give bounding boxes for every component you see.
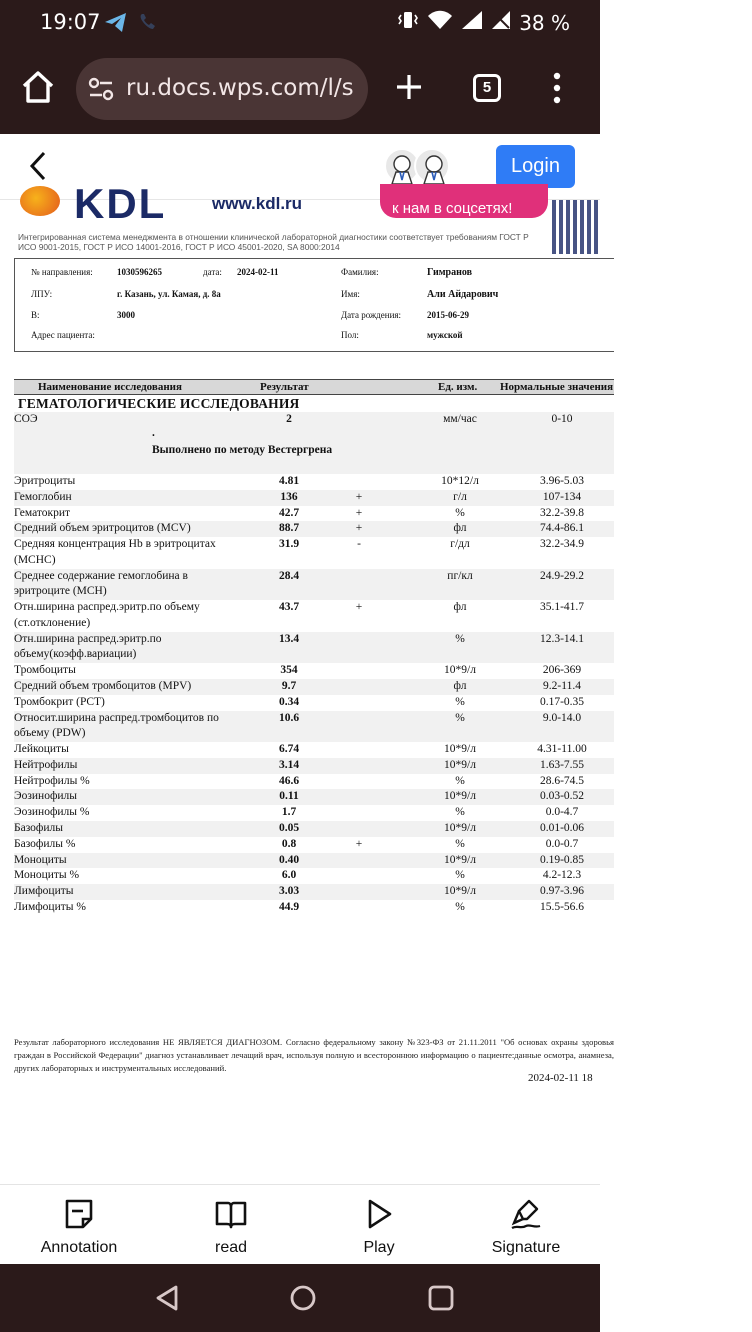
table-row: [14, 600, 614, 632]
method-dot: .: [152, 427, 155, 439]
test-flag: +: [355, 837, 363, 850]
table-row: [14, 569, 614, 601]
test-unit: %: [455, 806, 465, 819]
referral-number: 1030596265: [117, 267, 162, 277]
test-name: Нейтрофилы %: [14, 774, 90, 787]
test-norm: 0-10: [551, 413, 573, 425]
status-bar: [0, 0, 600, 48]
test-norm: 0.19-0.85: [539, 853, 585, 866]
test-norm: 0.0-0.7: [545, 837, 579, 850]
v-label: В:: [31, 310, 40, 320]
test-norm: 12.3-14.1: [539, 632, 585, 645]
new-tab-icon[interactable]: [394, 72, 424, 107]
wifi-icon: [427, 10, 453, 35]
url-text[interactable]: ru.docs.wps.com/l/s: [126, 75, 354, 101]
test-unit: 10*9/л: [444, 743, 476, 756]
test-name: Эритроциты: [14, 475, 76, 487]
test-norm: 0.17-0.35: [539, 695, 585, 708]
table-row: [14, 490, 614, 506]
browser-toolbar: [0, 48, 600, 134]
test-result: 6.74: [278, 743, 300, 756]
test-name: Лейкоциты: [14, 743, 69, 756]
test-norm: 4.31-11.00: [537, 743, 587, 756]
test-norm: 32.2-39.8: [539, 506, 585, 519]
test-norm: 0.97-3.96: [539, 885, 585, 898]
system-nav-bar: [0, 1264, 600, 1332]
test-name: Отн.ширина распред.эритр.по объему(коэфф.вариации): [14, 632, 162, 661]
read-label: read: [214, 1239, 248, 1256]
table-row: [14, 679, 614, 695]
results-table-header: [14, 379, 614, 395]
signature-pen-icon: [509, 1197, 543, 1231]
test-norm: 74.4-86.1: [539, 522, 585, 535]
read-button[interactable]: [171, 1197, 291, 1257]
test-result: 354: [280, 664, 298, 677]
test-name: Моноциты %: [14, 869, 80, 882]
test-name: Эозинофилы: [14, 790, 78, 803]
header-unit: Ед. изм.: [438, 381, 478, 393]
table-row: [14, 412, 614, 474]
signature-button[interactable]: [466, 1197, 586, 1257]
lpu-label: ЛПУ:: [31, 289, 53, 299]
vibrate-icon: [397, 10, 419, 35]
test-name: Тромбокрит (PCT): [14, 695, 105, 708]
section-title: ГЕМАТОЛОГИЧЕСКИЕ ИССЛЕДОВАНИЯ: [18, 396, 300, 411]
test-unit: %: [455, 632, 465, 645]
results-table: [14, 412, 614, 916]
test-name: Лимфоциты %: [14, 901, 86, 914]
collaborator-avatars[interactable]: [384, 148, 444, 184]
signal-icon-2: [491, 10, 511, 35]
signature-label: Signature: [491, 1239, 561, 1256]
test-norm: 35.1-41.7: [539, 601, 585, 614]
test-result: 1.7: [281, 806, 297, 819]
referral-label: № направления:: [31, 267, 93, 277]
test-unit: %: [455, 506, 465, 519]
test-norm: 9.0-14.0: [542, 711, 582, 724]
header-norm: Нормальные значения: [500, 381, 614, 393]
method-note: Выполнено по методу Вестергрена: [152, 444, 333, 456]
table-row: [14, 837, 614, 853]
test-unit: 10*9/л: [444, 853, 476, 866]
test-unit: фл: [453, 601, 467, 614]
test-name: СОЭ: [14, 413, 38, 425]
disclaimer: Результат лабораторного исследования НЕ ЯВЛЯЕТСЯ ДИАГНОЗОМ. Согласно федеральному закону №323-ФЗ от 21.11.2011 "Об основах охраны здоровья граждан в Российской Федерации" диагноз устанавливает лечащий врач, используя полную и всестороннюю информацию о пациенте:данные осмотра, анамнеза, других лабораторных и инструментальных исследований.: [14, 1037, 614, 1073]
test-result: 46.6: [278, 774, 300, 787]
certification-line: Интегрированная система менеджмента в отношении клинической лабораторной диагностики соответствует требованиям ГОСТ Р ИСО 9001-2015, ГОСТ Р ИСО 14001-2016, ГОСТ Р ИСО 45001-2020, SA 8000:2014: [18, 232, 529, 252]
test-result: 88.7: [278, 522, 300, 535]
document-page: [0, 180, 614, 1155]
surname-label: Фамилия:: [341, 267, 379, 277]
annotation-button[interactable]: [19, 1197, 139, 1257]
kdl-logo-mark: [20, 186, 60, 216]
signal-icon: [461, 10, 483, 35]
test-result: 4.81: [278, 475, 300, 487]
test-result: 10.6: [278, 711, 300, 724]
more-menu-icon[interactable]: [552, 72, 562, 109]
test-name: Базофилы %: [14, 837, 76, 850]
test-name: Базофилы: [14, 822, 64, 835]
test-name: Отн.ширина распред.эритр.по объему (ст.отклонение): [14, 601, 200, 629]
test-name: Нейтрофилы: [14, 758, 78, 771]
test-unit: 10*12/л: [441, 475, 479, 487]
avatar: [414, 148, 450, 184]
test-name: Средний объем тромбоцитов (MPV): [14, 679, 192, 692]
test-unit: %: [455, 869, 465, 882]
test-unit: фл: [453, 679, 467, 692]
book-icon: [214, 1197, 248, 1231]
social-banner: к нам в соцсетях!: [380, 184, 548, 218]
test-norm: 0.03-0.52: [539, 790, 585, 803]
test-result: 0.11: [279, 790, 299, 803]
bottom-toolbar: [0, 1184, 600, 1264]
phone-call-icon: [138, 12, 158, 37]
test-flag: +: [355, 522, 363, 535]
test-result: 0.40: [278, 853, 300, 866]
test-unit: г/дл: [450, 538, 470, 551]
birth-label: Дата рождения:: [341, 310, 402, 320]
test-unit: 10*9/л: [444, 758, 476, 771]
site-settings-icon[interactable]: [88, 77, 114, 106]
date-label: дата:: [203, 267, 222, 277]
address-label: Адрес пациента:: [31, 330, 95, 340]
table-row: [14, 821, 614, 837]
table-row: [14, 663, 614, 679]
test-norm: 3.96-5.03: [539, 475, 585, 487]
test-unit: 10*9/л: [444, 885, 476, 898]
test-flag: -: [357, 538, 361, 551]
test-flag: +: [355, 601, 363, 614]
test-result: 0.05: [278, 822, 300, 835]
patient-info-box: [14, 258, 614, 352]
address-bar[interactable]: [76, 58, 368, 120]
table-row: [14, 711, 614, 743]
lab-website: www.kdl.ru: [212, 194, 303, 213]
test-norm: 15.5-56.6: [539, 901, 585, 914]
nav-recents-icon[interactable]: [428, 1284, 454, 1317]
birth-date: 2015-06-29: [427, 310, 469, 320]
test-result: 13.4: [278, 632, 300, 645]
referral-date: 2024-02-11: [237, 267, 279, 277]
test-result: 0.34: [278, 695, 300, 708]
table-row: [14, 695, 614, 711]
test-unit: %: [455, 837, 465, 850]
table-row: [14, 853, 614, 869]
test-result: 9.7: [281, 679, 297, 692]
v-value: 3000: [117, 310, 135, 320]
test-result: 44.9: [278, 901, 300, 914]
header-test-name: Наименование исследования: [38, 381, 182, 393]
battery-level: 38 %: [519, 10, 570, 35]
test-flag: +: [355, 490, 363, 503]
test-unit: 10*9/л: [444, 664, 476, 677]
nav-home-icon[interactable]: [289, 1284, 317, 1317]
table-row: [14, 474, 614, 490]
test-result: 43.7: [278, 601, 300, 614]
test-result: 3.03: [278, 885, 300, 898]
test-name: Гематокрит: [14, 506, 71, 519]
test-name: Средний объем эритроцитов (MCV): [14, 522, 191, 535]
table-row: [14, 506, 614, 522]
test-name: Гемоглобин: [14, 490, 72, 503]
test-unit: мм/час: [443, 413, 477, 425]
test-norm: 32.2-34.9: [539, 538, 585, 551]
table-row: [14, 774, 614, 790]
lab-header: [0, 180, 600, 227]
test-flag: +: [355, 506, 363, 519]
test-norm: 206-369: [542, 664, 582, 677]
qr-code: [552, 200, 600, 254]
test-unit: 10*9/л: [444, 822, 476, 835]
sex-label: Пол:: [341, 330, 359, 340]
back-arrow-icon[interactable]: [24, 150, 54, 187]
table-row: [14, 521, 614, 537]
table-row: [14, 884, 614, 900]
test-unit: %: [455, 774, 465, 787]
test-name: Эозинофилы %: [14, 806, 90, 819]
header-result: Результат: [260, 381, 309, 393]
test-norm: 107-134: [542, 490, 582, 503]
test-norm: 24.9-29.2: [539, 569, 585, 582]
test-unit: %: [455, 711, 465, 724]
test-result: 3.14: [278, 758, 300, 771]
annotation-label: Annotation: [40, 1239, 118, 1256]
test-norm: 1.63-7.55: [539, 758, 585, 771]
login-button[interactable]: Login: [496, 145, 575, 188]
test-norm: 4.2-12.3: [542, 869, 582, 882]
telegram-icon: [104, 12, 128, 39]
test-unit: %: [455, 695, 465, 708]
play-icon: [363, 1197, 395, 1231]
test-result: 0.8: [281, 837, 297, 850]
test-norm: 0.0-4.7: [545, 806, 579, 819]
test-result: 6.0: [281, 869, 297, 882]
table-row: [14, 758, 614, 774]
test-result: 2: [286, 413, 292, 425]
test-unit: %: [455, 901, 465, 914]
table-row: [14, 868, 614, 884]
test-norm: 0.01-0.06: [539, 822, 585, 835]
nav-back-icon[interactable]: [154, 1284, 180, 1317]
test-name: Моноциты: [14, 853, 67, 866]
annotation-icon: [63, 1197, 95, 1231]
test-name: Средняя концентрация Hb в эритроцитах (MCHC): [14, 538, 216, 566]
print-date: 2024-02-11 18: [528, 1072, 593, 1084]
patient-sex: мужской: [427, 330, 463, 340]
table-row: [14, 805, 614, 821]
test-result: 136: [280, 490, 298, 503]
name-label: Имя:: [341, 289, 360, 299]
home-icon[interactable]: [20, 70, 56, 109]
test-unit: пг/кл: [447, 569, 473, 582]
test-unit: фл: [453, 522, 467, 535]
test-name: Лимфоциты: [14, 885, 74, 898]
table-row: [14, 632, 614, 664]
test-result: 31.9: [278, 538, 300, 551]
test-result: 28.4: [278, 569, 300, 582]
table-row: [14, 789, 614, 805]
test-unit: г/л: [453, 490, 467, 503]
test-name: Среднее содержание гемоглобина в эритроците (MCH): [14, 569, 188, 598]
lpu-address: г. Казань, ул. Камая, д. 8а: [117, 289, 221, 299]
table-row: [14, 742, 614, 758]
patient-surname: Гимранов: [427, 267, 473, 278]
kdl-logo: KDL: [74, 180, 167, 227]
play-label: Play: [363, 1239, 395, 1256]
test-name: Относит.ширина распред.тромбоцитов по объему (PDW): [14, 711, 219, 740]
tab-switcher-button[interactable]: 5: [473, 74, 501, 102]
test-unit: 10*9/л: [444, 790, 476, 803]
test-norm: 28.6-74.5: [539, 774, 585, 787]
table-row: [14, 900, 614, 916]
test-norm: 9.2-11.4: [543, 679, 581, 692]
test-result: 42.7: [278, 506, 300, 519]
test-name: Тромбоциты: [14, 664, 76, 677]
table-row: [14, 537, 614, 569]
patient-name: Али Айдарович: [427, 289, 499, 300]
play-button[interactable]: [319, 1197, 439, 1257]
status-time: 19:07: [40, 10, 101, 34]
